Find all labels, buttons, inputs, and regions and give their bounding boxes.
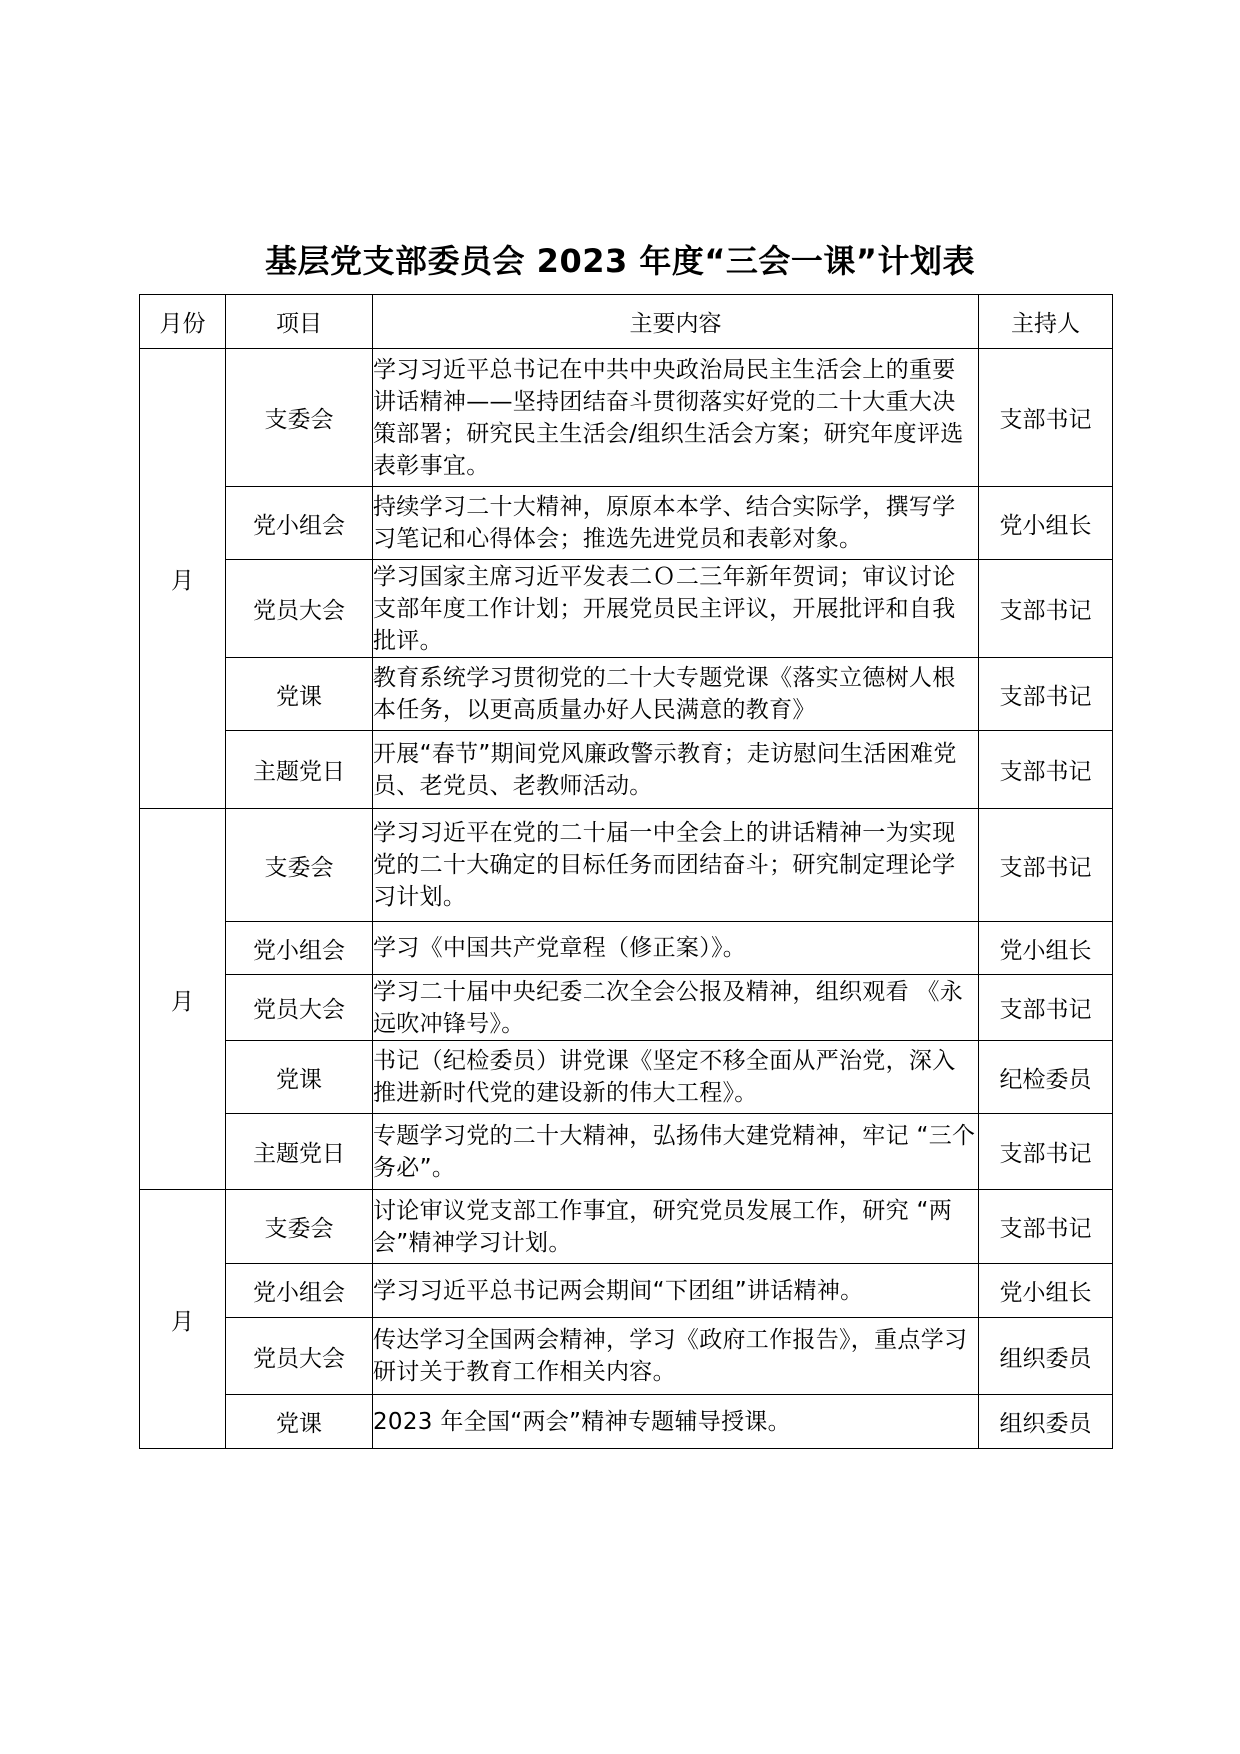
table-row	[140, 1264, 1113, 1318]
host-cell: 支部书记	[979, 349, 1113, 487]
content-cell: 专题学习党的二十大精神，弘扬伟大建党精神，牢记 “三个务必”。	[373, 1114, 979, 1190]
month-cell: 月	[140, 349, 226, 809]
header-month: 月份	[140, 295, 226, 349]
content-cell: 学习国家主席习近平发表二Ｏ二三年新年贺词；审议讨论支部年度工作计划；开展党员民主评议，开展批评和自我批评。	[373, 560, 979, 658]
content-cell: 学习习近平总书记在中共中央政治局民主生活会上的重要讲话精神——坚持团结奋斗贯彻落实好党的二十大重大决策部署；研究民主生活会/组织生活会方案；研究年度评选表彰事宜。	[373, 349, 979, 487]
host-cell: 支部书记	[979, 975, 1113, 1041]
month-cell: 月	[140, 809, 226, 1190]
host-cell: 纪检委员	[979, 1041, 1113, 1114]
header-host: 主持人	[979, 295, 1113, 349]
item-cell: 主题党日	[226, 731, 373, 809]
content-cell: 持续学习二十大精神，原原本本学、结合实际学，撰写学习笔记和心得体会；推选先进党员和表彰对象。	[373, 487, 979, 560]
host-cell: 支部书记	[979, 1114, 1113, 1190]
host-cell: 党小组长	[979, 922, 1113, 975]
table-row	[140, 1190, 1113, 1264]
table-row	[140, 1041, 1113, 1114]
table-row	[140, 658, 1113, 731]
host-cell: 组织委员	[979, 1318, 1113, 1395]
content-cell: 开展“春节”期间党风廉政警示教育；走访慰问生活困难党员、老党员、老教师活动。	[373, 731, 979, 809]
host-cell: 支部书记	[979, 809, 1113, 922]
item-cell: 党员大会	[226, 560, 373, 658]
table-row	[140, 922, 1113, 975]
item-cell: 党课	[226, 1395, 373, 1449]
content-cell: 学习二十届中央纪委二次全会公报及精神，组织观看 《永远吹冲锋号》。	[373, 975, 979, 1041]
plan-table	[139, 294, 1113, 1449]
content-cell: 学习《中国共产党章程（修正案）》。	[373, 922, 979, 975]
item-cell: 主题党日	[226, 1114, 373, 1190]
host-cell: 党小组长	[979, 487, 1113, 560]
host-cell: 支部书记	[979, 731, 1113, 809]
item-cell: 党小组会	[226, 1264, 373, 1318]
item-cell: 党小组会	[226, 922, 373, 975]
content-cell: 学习习近平总书记两会期间“下团组”讲话精神。	[373, 1264, 979, 1318]
item-cell: 党小组会	[226, 487, 373, 560]
table-row	[140, 349, 1113, 487]
page-title: 基层党支部委员会 2023 年度“三会一课”计划表	[265, 242, 975, 280]
host-cell: 党小组长	[979, 1264, 1113, 1318]
table-row	[140, 975, 1113, 1041]
item-cell: 支委会	[226, 349, 373, 487]
item-cell: 支委会	[226, 1190, 373, 1264]
content-cell: 书记（纪检委员）讲党课《坚定不移全面从严治党，深入推进新时代党的建设新的伟大工程》。	[373, 1041, 979, 1114]
host-cell: 支部书记	[979, 1190, 1113, 1264]
month-cell: 月	[140, 1190, 226, 1449]
table-row	[140, 1114, 1113, 1190]
item-cell: 党课	[226, 658, 373, 731]
content-cell: 教育系统学习贯彻党的二十大专题党课《落实立德树人根本任务，以更高质量办好人民满意的教育》	[373, 658, 979, 731]
header-content: 主要内容	[373, 295, 979, 349]
item-cell: 党员大会	[226, 975, 373, 1041]
table-row	[140, 1395, 1113, 1449]
table-row	[140, 1318, 1113, 1395]
table-row	[140, 560, 1113, 658]
item-cell: 支委会	[226, 809, 373, 922]
table-row	[140, 731, 1113, 809]
table-row	[140, 809, 1113, 922]
host-cell: 支部书记	[979, 658, 1113, 731]
item-cell: 党课	[226, 1041, 373, 1114]
content-cell: 学习习近平在党的二十届一中全会上的讲话精神一为实现党的二十大确定的目标任务而团结奋斗；研究制定理论学习计划。	[373, 809, 979, 922]
table-header-row	[140, 295, 1113, 349]
host-cell: 组织委员	[979, 1395, 1113, 1449]
item-cell: 党员大会	[226, 1318, 373, 1395]
header-item: 项目	[226, 295, 373, 349]
content-cell: 讨论审议党支部工作事宜，研究党员发展工作，研究 “两会”精神学习计划。	[373, 1190, 979, 1264]
table-row	[140, 487, 1113, 560]
content-cell: 2023 年全国“两会”精神专题辅导授课。	[373, 1395, 979, 1449]
host-cell: 支部书记	[979, 560, 1113, 658]
content-cell: 传达学习全国两会精神，学习《政府工作报告》，重点学习研讨关于教育工作相关内容。	[373, 1318, 979, 1395]
